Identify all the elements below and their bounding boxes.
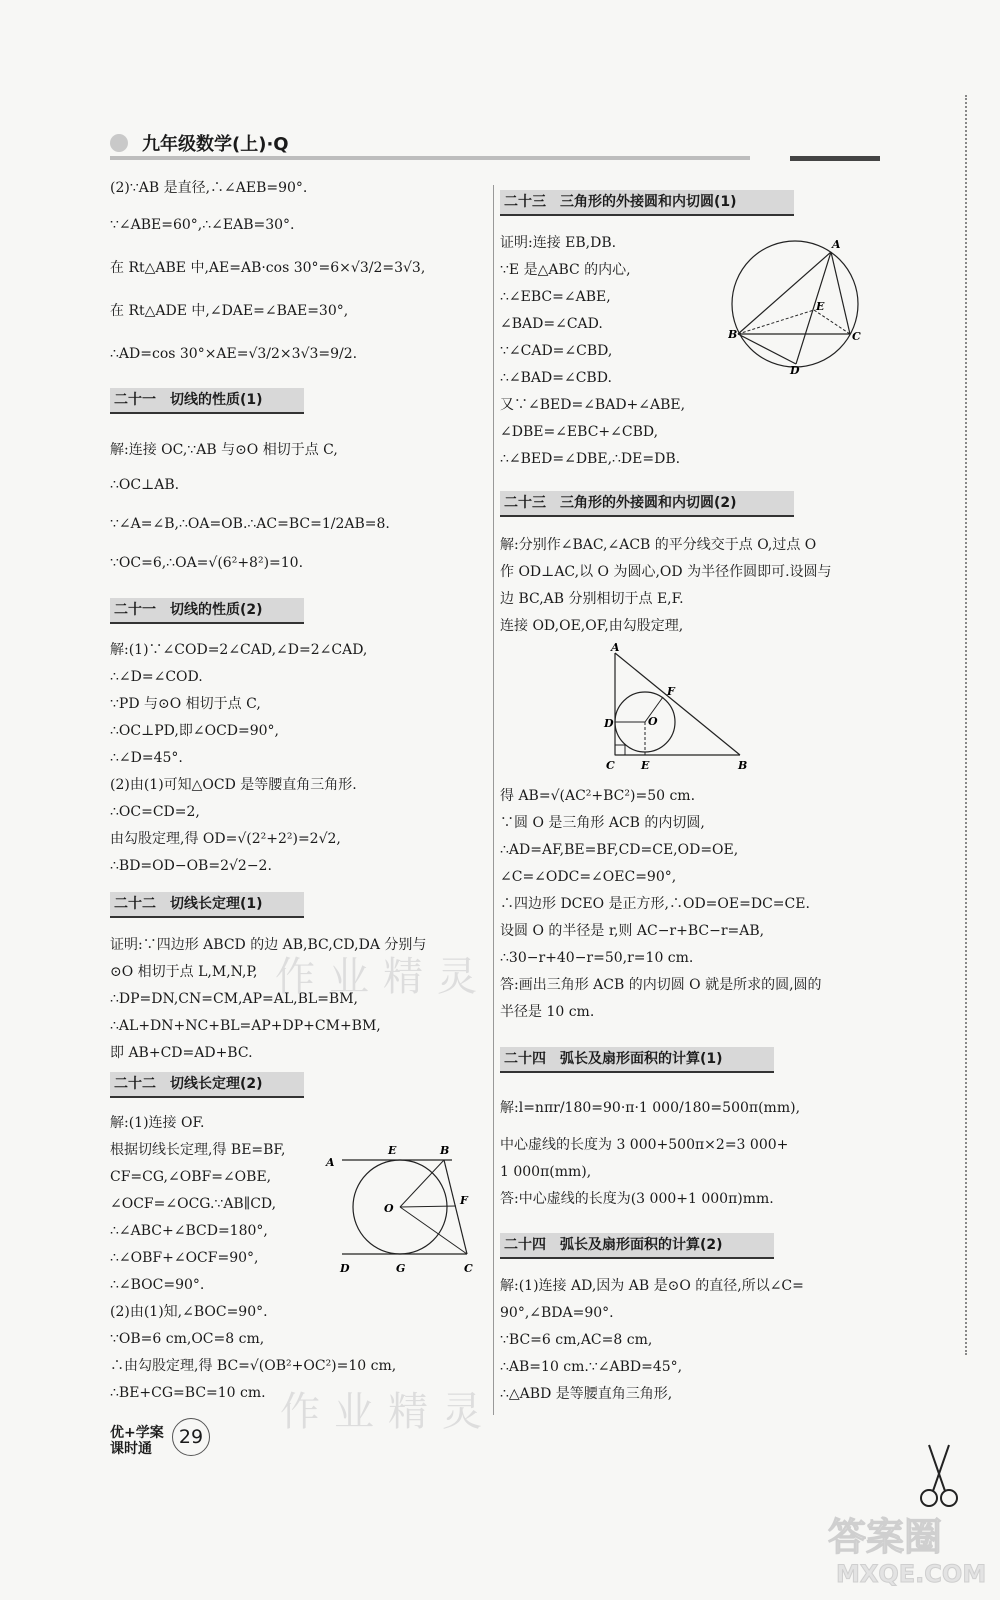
text-line: (2)由(1)知,∠BOC=90°.: [110, 1304, 268, 1320]
text-line: ∴∠D=∠COD.: [110, 669, 203, 685]
text-line: ∵OB=6 cm,OC=8 cm,: [110, 1331, 265, 1347]
text-line: 答:画出三角形 ACB 的内切圆 O 就是所求的圆,圆的: [500, 977, 822, 993]
text-line: ∵OC=6,∴OA=√(6²+8²)=10.: [110, 555, 304, 571]
text-line: ∠BAD=∠CAD.: [500, 316, 603, 332]
text-line: ∴∠BAD=∠CBD.: [500, 370, 612, 386]
text-line: ∴∠OBF+∠OCF=90°,: [110, 1250, 259, 1266]
text-line: ∠OCF=∠OCG.∵AB∥CD,: [110, 1196, 277, 1212]
section-body: [500, 1095, 800, 1213]
text-line: ⊙O 相切于点 L,M,N,P,: [110, 964, 258, 980]
text-line: 解:(1)连接 OF.: [110, 1115, 205, 1131]
text-line: 中心虚线的长度为 3 000+500π×2=3 000+: [500, 1137, 789, 1153]
text-line: ∴△ABD 是等腰直角三角形,: [500, 1386, 673, 1402]
section-body: [500, 532, 832, 640]
text-line: ∠C=∠ODC=∠OEC=90°,: [500, 869, 677, 885]
text-line: ∴AD=AF,BE=BF,CD=CE,OD=OE,: [500, 842, 739, 858]
fig-label-A: A: [611, 643, 620, 654]
text-line: 90°,∠BDA=90°.: [500, 1305, 614, 1321]
text-line: 1 000π(mm),: [500, 1164, 592, 1180]
watermark: 作业精灵: [280, 1389, 496, 1435]
fig-label-E: E: [388, 1144, 397, 1157]
text-line: (2)∵AB 是直径,∴∠AEB=90°.: [110, 180, 308, 196]
text-line: 得 AB=√(AC²+BC²)=50 cm.: [500, 788, 696, 804]
text-line: 解:(1)连接 AD,因为 AB 是⊙O 的直径,所以∠C=: [500, 1278, 804, 1294]
page-number: 29: [172, 1418, 210, 1456]
text-line: 在 Rt△ABE 中,AE=AB·cos 30°=6×√3/2=3√3,: [110, 260, 426, 276]
header-dot-icon: [110, 134, 128, 152]
section-body: [110, 637, 367, 880]
text-line: 作 OD⊥AC,以 O 为圆心,OD 为半径作圆即可.设圆与: [500, 564, 832, 580]
svg-text:答案圈: 答案圈: [828, 1515, 943, 1559]
text-line: ∴DP=DN,CN=CM,AP=AL,BL=BM,: [110, 991, 359, 1007]
text-line: ∵E 是△ABC 的内心,: [500, 262, 631, 278]
header-rule-accent: [790, 156, 880, 161]
text-line: ∴BD=OD−OB=2√2−2.: [110, 858, 272, 874]
text-line: ∴OC=CD=2,: [110, 804, 200, 820]
section-body-continued: [500, 783, 822, 1026]
fig-label-B: B: [738, 759, 748, 772]
section-title: 二十三 三角形的外接圆和内切圆(1): [500, 190, 794, 216]
fig-label-B: B: [728, 328, 738, 341]
text-line: ∴∠BED=∠DBE,∴DE=DB.: [500, 451, 681, 467]
text-line: ∵圆 O 是三角形 ACB 的内切圆,: [500, 815, 705, 831]
text-line: ∴∠BOC=90°.: [110, 1277, 205, 1293]
text-line: 连接 OD,OE,OF,由勾股定理,: [500, 618, 684, 634]
incircle-triangle-figure: [595, 643, 755, 773]
text-line: ∴30−r+40−r=50,r=10 cm.: [500, 950, 694, 966]
text-line: CF=CG,∠OBF=∠OBE,: [110, 1169, 272, 1185]
fig-label-F: F: [667, 685, 675, 698]
text-line: 即 AB+CD=AD+BC.: [110, 1045, 253, 1061]
text-line: 由勾股定理,得 OD=√(2²+2²)=2√2,: [110, 831, 341, 847]
section-body: [500, 1273, 804, 1408]
section-body: [500, 230, 685, 473]
watermark: 作业精灵: [275, 954, 491, 1000]
text-line: (2)由(1)可知△OCD 是等腰直角三角形.: [110, 777, 357, 793]
fig-label-A: A: [832, 238, 841, 251]
fig-label-O: O: [648, 715, 658, 728]
text-line: 证明:∵四边形 ABCD 的边 AB,BC,CD,DA 分别与: [110, 937, 427, 953]
section-body: [110, 1110, 397, 1407]
text-line: ∴AD=cos 30°×AE=√3/2×3√3=9/2.: [110, 346, 358, 362]
fig-label-B: B: [440, 1144, 450, 1157]
fig-label-C: C: [464, 1262, 473, 1275]
text-line: ∵∠ABE=60°,∴∠EAB=30°.: [110, 217, 295, 233]
footer-brand: [110, 1425, 164, 1457]
header-rule: [110, 156, 750, 160]
text-line: ∵BC=6 cm,AC=8 cm,: [500, 1332, 653, 1348]
text-line: 又∵∠BED=∠BAD+∠ABE,: [500, 397, 686, 413]
text-line: 证明:连接 EB,DB.: [500, 235, 617, 251]
text-line: ∴OC⊥AB.: [110, 477, 180, 493]
section-title: 二十四 弧长及扇形面积的计算(2): [500, 1233, 774, 1259]
fig-label-O: O: [384, 1202, 394, 1215]
section-title: 二十四 弧长及扇形面积的计算(1): [500, 1047, 774, 1073]
fig-label-F: F: [460, 1194, 468, 1207]
text-line: ∴AB=10 cm.∵∠ABD=45°,: [500, 1359, 683, 1375]
incenter-circle-figure: [728, 230, 868, 375]
fig-label-A: A: [326, 1156, 335, 1169]
text-line: ∴∠D=45°.: [110, 750, 183, 766]
text-line: ∵∠A=∠B,∴OA=OB.∴AC=BC=1/2AB=8.: [110, 516, 390, 532]
intro-solution: [110, 175, 425, 368]
text-line: 解:连接 OC,∵AB 与⊙O 相切于点 C,: [110, 442, 338, 458]
svg-text:MXQE.COM: MXQE.COM: [836, 1560, 987, 1588]
section-title: 二十一 切线的性质(1): [110, 388, 304, 414]
text-line: 根据切线长定理,得 BE=BF,: [110, 1142, 286, 1158]
page-header: [110, 128, 880, 168]
text-line: ∠DBE=∠EBC+∠CBD,: [500, 424, 659, 440]
text-line: 解:分别作∠BAC,∠ACB 的平分线交于点 O,过点 O: [500, 537, 817, 553]
text-line: 边 BC,AB 分别相切于点 E,F.: [500, 591, 684, 607]
text-line: 半径是 10 cm.: [500, 1004, 595, 1020]
tangent-length-figure: [322, 1138, 482, 1276]
section-title: 二十三 三角形的外接圆和内切圆(2): [500, 491, 794, 517]
text-line: ∵∠CAD=∠CBD,: [500, 343, 613, 359]
text-line: 设圆 O 的半径是 r,则 AC−r+BC−r=AB,: [500, 923, 765, 939]
section-title: 二十二 切线长定理(2): [110, 1072, 304, 1098]
fig-label-D: D: [604, 717, 614, 730]
text-line: ∴四边形 DCEO 是正方形,∴OD=OE=DC=CE.: [500, 896, 810, 912]
fig-label-D: D: [790, 364, 800, 375]
section-title: 二十二 切线长定理(1): [110, 892, 304, 918]
text-line: ∴BE+CG=BC=10 cm.: [110, 1385, 266, 1401]
brand-line-2: 课时通: [110, 1441, 152, 1457]
fig-label-C: C: [852, 330, 861, 343]
section-body: [110, 437, 390, 577]
brand-line-1: 优+学案: [110, 1425, 164, 1441]
text-line: 在 Rt△ADE 中,∠DAE=∠BAE=30°,: [110, 303, 349, 319]
text-line: ∵PD 与⊙O 相切于点 C,: [110, 696, 261, 712]
fig-label-E: E: [816, 300, 825, 313]
fig-label-C: C: [606, 759, 615, 772]
fig-label-D: D: [340, 1262, 350, 1275]
text-line: ∴∠ABC+∠BCD=180°,: [110, 1223, 268, 1239]
text-line: ∴由勾股定理,得 BC=√(OB²+OC²)=10 cm,: [110, 1358, 397, 1374]
section-title: 二十一 切线的性质(2): [110, 598, 304, 624]
fig-label-G: G: [396, 1262, 406, 1275]
site-stamp-logo: [820, 1500, 990, 1590]
text-line: 答:中心虚线的长度为(3 000+1 000π)mm.: [500, 1191, 774, 1207]
cut-line: [965, 95, 967, 1355]
column-divider: [493, 185, 494, 1415]
text-line: ∴OC⊥PD,即∠OCD=90°,: [110, 723, 279, 739]
text-line: ∴∠EBC=∠ABE,: [500, 289, 611, 305]
text-line: ∴AL+DN+NC+BL=AP+DP+CM+BM,: [110, 1018, 381, 1034]
text-line: 解:l=nπr/180=90·π·1 000/180=500π(mm),: [500, 1100, 801, 1116]
text-line: 解:(1)∵∠COD=2∠CAD,∠D=2∠CAD,: [110, 642, 368, 658]
fig-label-E: E: [641, 759, 650, 772]
header-title: 九年级数学(上)·Q: [142, 134, 289, 155]
